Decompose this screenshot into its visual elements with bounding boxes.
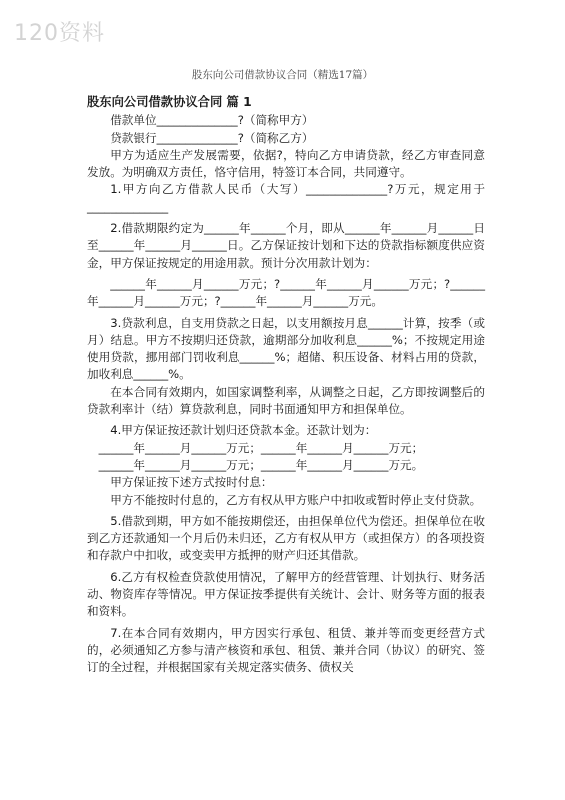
page-header: 股东向公司借款协议合同（精选17篇）: [191, 69, 374, 81]
usage-plan: ______年______月______万元；?______年______月______万元；?______年______月______万元；?______年______月______万元。: [87, 276, 485, 309]
clause-3: 3.贷款利息，自支用贷款之日起，以支用额按月息______计算，按季（或月）结息。甲方不按期归还贷款，逾期部分加收利息______%；不按规定用途使用贷款，挪用部门罚收利息______%；超储、积压设备、材料占用的贷款，加收利息______%。: [87, 315, 485, 382]
clause-1: 1.甲方向乙方借款人民币（大写）______________?万元，规定用于______________: [87, 182, 485, 214]
borrower-line: 借款单位______________?（简称甲方）: [110, 113, 314, 128]
repayment-plan-line-1: ______年______月______万元；______年______月______万元；: [98, 440, 424, 455]
late-interest: 甲方不能按时付息的，乙方有权从甲方账户中扣收或暂时停止支付贷款。: [110, 492, 482, 507]
clause-7: 7.在本合同有效期内，甲方因实行承包、租赁、兼并等而变更经营方式的，必须通知乙方参与清产核资和承包、租赁、兼并合同（协议）的研究、签订的全过程，并根据国家有关规定落实债务、债权关: [87, 625, 485, 675]
clause-6: 6.乙方有权检查贷款使用情况，了解甲方的经营管理、计划执行、财务活动、物资库存等情况。甲方保证按季提供有关统计、会计、财务等方面的报表和资料。: [87, 569, 485, 619]
clause-2: 2.借款期限约定为______年______个月，即从______年______月______日至______年______月______日。乙方保证按计划和下达的贷款指标额度供应资金，甲方保证按规定的用途用款。预计分次用款计划为：: [87, 221, 485, 270]
paragraph-intro: 甲方为适应生产发展需要，依据?，特向乙方申请贷款，经乙方审查同意发放。为明确双方责任，恪守信用，特签订本合同，共同遵守。: [87, 147, 485, 180]
document-body: [87, 94, 485, 677]
interest-method: 甲方保证按下述方式按时付息：: [110, 475, 273, 490]
interest-adjustment: 在本合同有效期内，如国家调整利率，从调整之日起，乙方即按调整后的贷款利率计（结）算贷款利息，同时书面通知甲方和担保单位。: [87, 384, 485, 417]
lender-line: 贷款银行______________?（简称乙方）: [110, 130, 314, 145]
watermark: 120资料: [14, 21, 105, 46]
section-title: 股东向公司借款协议合同 篇 1: [87, 95, 252, 109]
repayment-plan-line-2: ______年______月______万元；______年______月______万元。: [98, 457, 424, 472]
clause-5: 5.借款到期，甲方如不能按期偿还，由担保单位代为偿还。担保单位在收到乙方还款通知一个月后仍未归还，乙方有权从甲方（或担保方）的各项投资和存款户中扣收，或变卖甲方抵押的财产归还其借款。: [87, 513, 485, 563]
clause-4: 4.甲方保证按还款计划归还贷款本金。还款计划为：: [110, 423, 377, 438]
